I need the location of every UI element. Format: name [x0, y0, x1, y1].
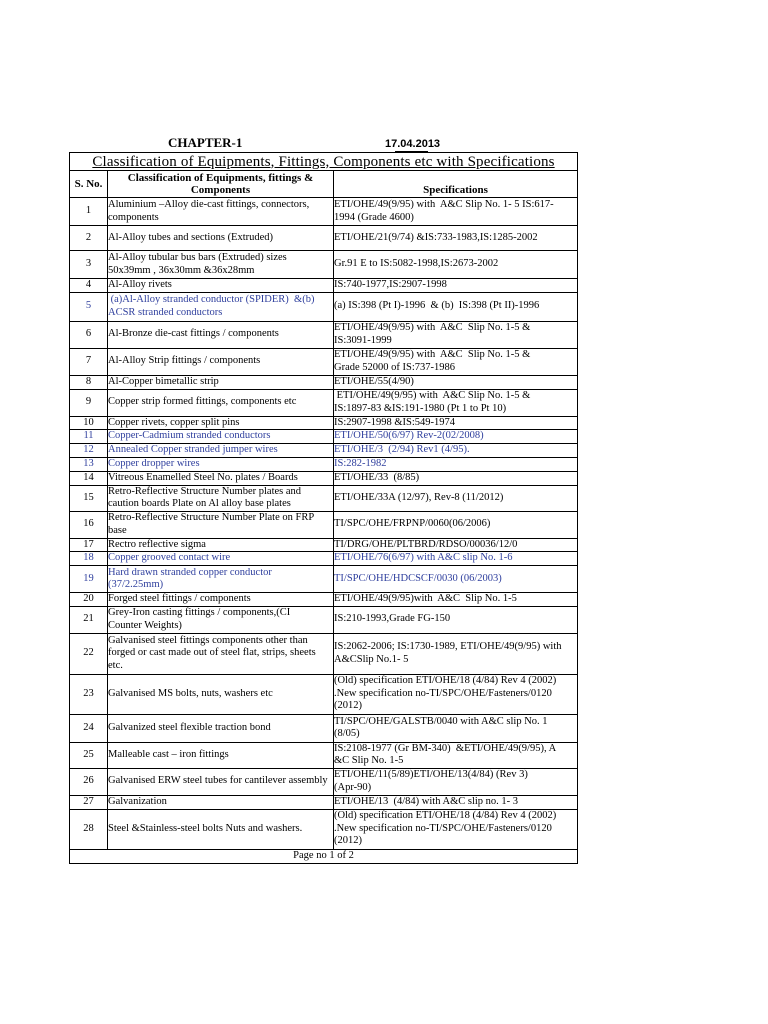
classification-line: base	[108, 524, 127, 536]
table-header-row	[70, 171, 578, 198]
specification-line: &C Slip No. 1-5	[334, 755, 404, 766]
sno-text: 26	[83, 775, 94, 787]
table-row	[70, 809, 578, 849]
table-row	[70, 674, 578, 714]
specification-line: ETI/OHE/55(4/90)	[334, 375, 414, 387]
sno-cell	[70, 606, 108, 633]
classification-line: Al-Alloy rivets	[108, 279, 172, 290]
sno-text: 13	[83, 458, 94, 469]
table-row	[70, 593, 578, 607]
classification-line: Al-Bronze die-cast fittings / components	[108, 328, 279, 340]
sno-cell	[70, 251, 108, 279]
table-row	[70, 251, 578, 279]
table-row	[70, 444, 578, 458]
specification-line: ETI/OHE/49(9/95) with A&C Slip No. 1-5 &	[334, 322, 531, 333]
specification-cell	[334, 593, 578, 607]
sno-text: 23	[83, 687, 94, 699]
specification-line: TI/SPC/OHE/HDCSCF/0030 (06/2003)	[334, 572, 502, 584]
sno-text: 19	[83, 572, 94, 584]
classification-cell	[108, 511, 334, 538]
specification-cell	[334, 458, 578, 472]
document-date: 17.04.2013	[385, 138, 441, 150]
specification-cell	[334, 511, 578, 538]
classification-line: etc.	[108, 659, 123, 671]
specification-line: ETI/OHE/76(6/97) with A&C slip No. 1-6	[334, 552, 513, 564]
specification-cell	[334, 485, 578, 511]
specification-cell	[334, 538, 578, 552]
table-title-cell	[70, 153, 578, 171]
specification-cell	[334, 742, 578, 768]
table-row	[70, 538, 578, 552]
specification-line: ETI/OHE/49(9/95) with A&C Slip No. 1-5 &	[334, 349, 531, 360]
sno-text: 14	[83, 471, 94, 483]
specification-line: (8/05)	[334, 728, 360, 739]
sno-cell	[70, 511, 108, 538]
classification-line: Galvanization	[108, 795, 167, 807]
specification-line: TI/DRG/OHE/PLTBRD/RDSO/00036/12/0	[334, 538, 518, 550]
table-row	[70, 292, 578, 321]
classification-line: ACSR stranded conductors	[108, 306, 223, 318]
classification-cell	[108, 674, 334, 714]
classification-cell	[108, 348, 334, 375]
classification-cell	[108, 606, 334, 633]
classification-line: Counter Weights)	[108, 619, 182, 631]
specification-line: .New specification no-TI/SPC/OHE/Fasteners/0120	[334, 687, 552, 699]
sno-cell	[70, 198, 108, 226]
sno-text: 4	[85, 279, 92, 290]
classification-cell	[108, 292, 334, 321]
specification-cell	[334, 809, 578, 849]
classification-line: Al-Alloy tubular bus bars (Extruded) sizes	[108, 252, 287, 263]
header-classification-cell	[108, 171, 334, 198]
sno-text: 15	[83, 491, 94, 503]
table-row	[70, 458, 578, 472]
sno-cell	[70, 279, 108, 293]
specification-line: IS:3091-1999	[334, 334, 392, 346]
specification-line: 1994 (Grade 4600)	[334, 211, 414, 223]
classification-cell	[108, 714, 334, 742]
specification-cell	[334, 292, 578, 321]
specification-line: ETI/OHE/3 (2/94) Rev1 (4/95).	[334, 444, 470, 456]
table-title: Classification of Equipments, Fittings, Components etc with Specifications	[92, 153, 555, 170]
sno-text: 22	[83, 647, 94, 659]
sno-cell	[70, 471, 108, 485]
classification-line: Malleable cast – iron fittings	[108, 748, 229, 760]
table-row	[70, 416, 578, 430]
sno-text: 28	[83, 822, 94, 834]
specification-cell	[334, 714, 578, 742]
specification-cell	[334, 279, 578, 293]
sno-text: 1	[85, 205, 92, 217]
classification-cell	[108, 471, 334, 485]
table-row	[70, 552, 578, 566]
classification-cell	[108, 375, 334, 389]
specification-line: IS:2907-1998 &IS:549-1974	[334, 416, 456, 428]
classification-line: (a)Al-Alloy stranded conductor (SPIDER) &(b)	[108, 294, 315, 305]
classification-cell	[108, 458, 334, 472]
specification-line: TI/SPC/OHE/FRPNP/0060(06/2006)	[334, 518, 491, 530]
specification-line: IS:1897-83 &IS:191-1980 (Pt 1 to Pt 10)	[334, 402, 507, 414]
specification-cell	[334, 251, 578, 279]
classification-line: forged or cast made out of steel flat, strips, sheets	[108, 647, 316, 659]
classification-cell	[108, 389, 334, 416]
table-row	[70, 226, 578, 251]
specification-line: .New specification no-TI/SPC/OHE/Fasteners/0120	[334, 822, 552, 834]
sno-text: 24	[83, 721, 94, 733]
table-row	[70, 471, 578, 485]
specification-cell	[334, 471, 578, 485]
classification-line: Retro-Reflective Structure Number Plate on FRP	[108, 512, 315, 523]
specification-line: ETI/OHE/49(9/95) with A&C Slip No. 1- 5 IS:617-	[334, 199, 554, 210]
sno-cell	[70, 809, 108, 849]
specification-cell	[334, 348, 578, 375]
header-classification-line: Classification of Equipments, fittings &	[127, 171, 314, 184]
specification-line: ETI/OHE/49(9/95)with A&C Slip No. 1-5	[334, 593, 517, 604]
classification-cell	[108, 226, 334, 251]
table-row	[70, 795, 578, 809]
sno-cell	[70, 593, 108, 607]
classification-line: caution boards Plate on Al alloy base plates	[108, 498, 291, 509]
sno-cell	[70, 714, 108, 742]
table-row	[70, 321, 578, 348]
classification-cell	[108, 198, 334, 226]
sno-cell	[70, 389, 108, 416]
sno-cell	[70, 674, 108, 714]
specification-line: ETI/OHE/33 (8/85)	[334, 471, 420, 483]
sno-cell	[70, 768, 108, 795]
sno-cell	[70, 742, 108, 768]
header-specifications-label: Specifications	[423, 183, 488, 196]
specification-cell	[334, 795, 578, 809]
chapter-heading: CHAPTER-1	[168, 135, 243, 150]
specification-line: IS:210-1993,Grade FG-150	[334, 613, 451, 625]
specification-line: IS:740-1977,IS:2907-1998	[334, 279, 447, 290]
specification-line: (Apr-90)	[334, 781, 372, 793]
table-row	[70, 348, 578, 375]
sno-cell	[70, 416, 108, 430]
classification-line: Copper strip formed fittings, components etc	[108, 396, 297, 408]
sno-cell	[70, 795, 108, 809]
classification-line: Al-Alloy Strip fittings / components	[108, 355, 261, 367]
sno-text: 25	[83, 748, 94, 760]
specification-line: ETI/OHE/49(9/95) with A&C Slip No. 1-5 &	[334, 390, 531, 401]
classification-line: Vitreous Enamelled Steel No. plates / Boards	[108, 471, 298, 483]
header-sno-cell	[70, 171, 108, 198]
classification-line: 50x39mm , 36x30mm &36x28mm	[108, 264, 255, 276]
sno-cell	[70, 226, 108, 251]
classification-line: Copper dropper wires	[108, 458, 200, 469]
sno-cell	[70, 485, 108, 511]
specification-line: Gr.91 E to IS:5082-1998,IS:2673-2002	[334, 258, 499, 270]
specification-cell	[334, 566, 578, 593]
specification-cell	[334, 633, 578, 674]
specification-line: (2012)	[334, 835, 362, 847]
classification-line: Galvanised steel fittings components other than	[108, 634, 308, 646]
classification-line: Aluminium –Alloy die-cast fittings, connectors,	[108, 199, 310, 210]
classification-line: Grey-Iron casting fittings / components,(CI	[108, 607, 291, 618]
classification-line: Steel &Stainless-steel bolts Nuts and washers.	[108, 822, 303, 834]
page-number: Page no 1 of 2	[293, 849, 354, 861]
classification-cell	[108, 485, 334, 511]
sno-text: 11	[83, 430, 94, 442]
sno-text: 18	[83, 552, 94, 564]
specification-cell	[334, 552, 578, 566]
table-row	[70, 511, 578, 538]
sno-cell	[70, 458, 108, 472]
table-body	[70, 198, 578, 850]
classification-line: Al-Alloy tubes and sections (Extruded)	[108, 231, 274, 243]
sno-cell	[70, 430, 108, 444]
sno-text: 5	[85, 300, 92, 312]
classification-cell	[108, 416, 334, 430]
table-footer-row	[70, 849, 578, 863]
specification-cell	[334, 321, 578, 348]
sno-text: 12	[83, 444, 94, 456]
classification-cell	[108, 430, 334, 444]
page-number-cell	[70, 849, 578, 863]
table-row	[70, 279, 578, 293]
sno-cell	[70, 348, 108, 375]
sno-text: 7	[85, 355, 92, 367]
table-title-row	[70, 153, 578, 171]
specification-line: TI/SPC/OHE/GALSTB/0040 with A&C slip No. 1	[334, 715, 548, 727]
classification-line: Rectro reflective sigma	[108, 538, 206, 550]
classification-cell	[108, 279, 334, 293]
specification-line: ETI/OHE/50(6/97) Rev-2(02/2008)	[334, 430, 484, 442]
specification-cell	[334, 416, 578, 430]
classification-cell	[108, 321, 334, 348]
specification-line: IS:2062-2006; IS:1730-1989, ETI/OHE/49(9/95) with	[334, 641, 562, 652]
classification-line: Galvanised MS bolts, nuts, washers etc	[108, 687, 273, 699]
table-row	[70, 485, 578, 511]
classification-cell	[108, 552, 334, 566]
specification-line: (a) IS:398 (Pt I)-1996 & (b) IS:398 (Pt II)-1996	[334, 300, 540, 312]
specification-cell	[334, 198, 578, 226]
specification-cell	[334, 389, 578, 416]
classification-line: Copper grooved contact wire	[108, 552, 231, 564]
classification-line: Hard drawn stranded copper conductor	[108, 566, 272, 578]
specification-line: (2012)	[334, 700, 362, 712]
table-row	[70, 633, 578, 674]
table-row	[70, 714, 578, 742]
specification-line: ETI/OHE/13 (4/84) with A&C slip no. 1- 3	[334, 795, 519, 807]
table-row	[70, 375, 578, 389]
classification-line: Forged steel fittings / components	[108, 593, 251, 604]
specification-line: (Old) specification ETI/OHE/18 (4/84) Rev 4 (2002)	[334, 810, 557, 822]
sno-text: 21	[83, 613, 94, 625]
header-sno-label: S. No.	[74, 177, 103, 190]
sno-text: 3	[85, 258, 92, 270]
classification-line: components	[108, 211, 159, 223]
sno-cell	[70, 292, 108, 321]
sno-cell	[70, 633, 108, 674]
classification-line: Al-Copper bimetallic strip	[108, 375, 219, 387]
sno-cell	[70, 566, 108, 593]
specification-line: IS:282-1982	[334, 458, 387, 469]
classification-line: Galvanized steel flexible traction bond	[108, 721, 271, 733]
specification-cell	[334, 768, 578, 795]
classification-line: Galvanised ERW steel tubes for cantilever assembly	[108, 775, 328, 787]
specification-line: ETI/OHE/11(5/89)ETI/OHE/13(4/84) (Rev 3)	[334, 769, 528, 780]
specification-cell	[334, 606, 578, 633]
sno-text: 17	[83, 538, 94, 550]
sno-cell	[70, 538, 108, 552]
specification-line: ETI/OHE/33A (12/97), Rev-8 (11/2012)	[334, 491, 504, 503]
table-row	[70, 566, 578, 593]
sno-cell	[70, 375, 108, 389]
sno-text: 8	[85, 375, 92, 387]
classification-cell	[108, 251, 334, 279]
sno-text: 10	[83, 416, 94, 428]
specification-cell	[334, 226, 578, 251]
classification-line: Copper rivets, copper split pins	[108, 416, 240, 428]
classification-cell	[108, 795, 334, 809]
sno-text: 20	[83, 593, 94, 604]
specification-line: Grade 52000 of IS:737-1986	[334, 361, 456, 373]
sno-text: 16	[83, 518, 94, 530]
classification-line: (37/2.25mm)	[108, 579, 164, 590]
classification-cell	[108, 768, 334, 795]
sno-text: 2	[85, 231, 92, 243]
specification-line: ETI/OHE/21(9/74) &IS:733-1983,IS:1285-2002	[334, 231, 538, 243]
sno-text: 27	[83, 795, 94, 807]
sno-cell	[70, 321, 108, 348]
table-row	[70, 742, 578, 768]
header-specifications-cell	[334, 171, 578, 198]
classification-cell	[108, 593, 334, 607]
table-row	[70, 198, 578, 226]
classification-line: Annealed Copper stranded jumper wires	[108, 444, 278, 456]
sno-text: 9	[85, 396, 92, 408]
specification-cell	[334, 375, 578, 389]
specification-line: A&CSlip No.1- 5	[334, 653, 409, 665]
classification-cell	[108, 566, 334, 593]
sno-text: 6	[85, 328, 92, 340]
classification-cell	[108, 444, 334, 458]
table-row	[70, 768, 578, 795]
table-row	[70, 430, 578, 444]
classification-line: Retro-Reflective Structure Number plates and	[108, 485, 302, 497]
specification-cell	[334, 444, 578, 458]
specification-cell	[334, 674, 578, 714]
classification-cell	[108, 633, 334, 674]
table-row	[70, 389, 578, 416]
specification-cell	[334, 430, 578, 444]
classification-cell	[108, 742, 334, 768]
header-classification-line: Components	[190, 184, 251, 196]
classification-cell	[108, 538, 334, 552]
specification-line: (Old) specification ETI/OHE/18 (4/84) Rev 4 (2002)	[334, 675, 557, 687]
sno-cell	[70, 552, 108, 566]
sno-cell	[70, 444, 108, 458]
table-row	[70, 606, 578, 633]
specification-table	[69, 152, 578, 864]
classification-cell	[108, 809, 334, 849]
specification-line: IS:2108-1977 (Gr BM-340) &ETI/OHE/49(9/95), A	[334, 742, 557, 754]
classification-line: Copper-Cadmium stranded conductors	[108, 430, 271, 442]
